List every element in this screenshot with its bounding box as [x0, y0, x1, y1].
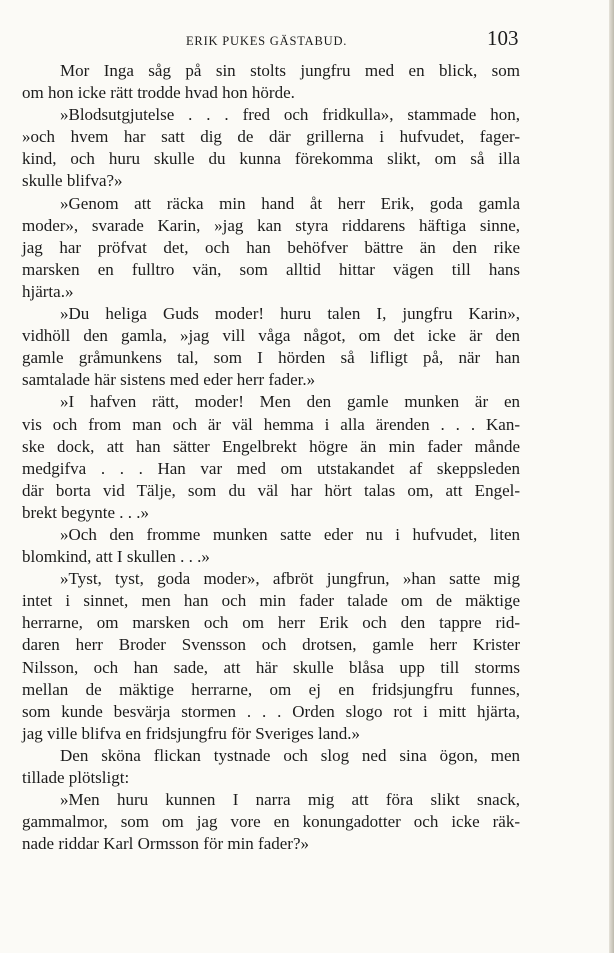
text-line: »och hvem har satt dig de där grillerna i hufvudet, fager-	[22, 127, 520, 147]
text-line: blomkind, att I skullen . . .»	[22, 547, 210, 567]
text-line: vidhöll den gamla, »jag vill våga något, om det icke är den	[22, 326, 520, 346]
text-line: »Tyst, tyst, goda moder», afbröt jungfrun, »han satte mig	[60, 569, 520, 589]
text-line: gamle gråmunkens tal, som I hörden så lifligt på, när han	[22, 348, 520, 368]
text-line: kind, och huru skulle du kunna förekomma slikt, om så illa	[22, 149, 520, 169]
text-line: herrarne, om marsken och om herr Erik och den tappre rid-	[22, 613, 520, 633]
text-line: jag har pröfvat det, och han behöfver bättre än den rike	[22, 237, 520, 257]
text-line: marsken en fulltro vän, som alltid hittar vägen till hans	[22, 259, 520, 279]
text-line: om hon icke rätt trodde hvad hon hörde.	[22, 83, 295, 103]
text-line: »Genom att räcka min hand åt herr Erik, goda gamla	[60, 193, 520, 213]
text-line: brekt begynte . . .»	[22, 502, 149, 522]
text-line: nade riddar Karl Ormsson för min fader?»	[22, 834, 310, 854]
text-line: moder», svarade Karin, »jag kan styra riddarens häftiga sinne,	[22, 215, 520, 235]
page-edge	[609, 0, 614, 953]
running-title: ERIK PUKES GÄSTABUD.	[186, 34, 348, 48]
text-line: »Du heliga Guds moder! huru talen I, jungfru Karin»,	[60, 304, 520, 324]
text-line: »Blodsutgjutelse . . . fred och fridkulla», stammade hon,	[60, 105, 520, 125]
text-line: jag ville blifva en fridsjungfru för Sveriges land.»	[22, 723, 361, 743]
text-line: vis och from man och är väl hemma i alla ärenden . . . Kan-	[22, 414, 520, 434]
text-line: tillade plötsligt:	[22, 768, 130, 787]
page-number: 103	[487, 26, 519, 50]
text-line: »Och den fromme munken satte eder nu i hufvudet, liten	[60, 524, 520, 544]
text-line: »Men huru kunnen I narra mig att föra slikt snack,	[60, 790, 520, 810]
text-line: Nilsson, och han sade, att här skulle blåsa upp till storms	[22, 657, 520, 677]
text-line: samtalade här sistens med eder herr fader.»	[22, 370, 316, 390]
text-line: Den sköna flickan tystnade och slog ned sina ögon, men	[60, 745, 520, 765]
text-line: Mor Inga såg på sin stolts jungfru med en blick, som	[60, 61, 520, 80]
text-line: intet i sinnet, men han och min fader talade om de mäktige	[22, 591, 520, 611]
text-line: som kunde besvärja stormen . . . Orden slogo rot i mitt hjärta,	[22, 701, 520, 721]
text-line: ske dock, att han sätter Engelbrekt högre än min fader månde	[22, 436, 520, 456]
text-line: skulle blifva?»	[22, 171, 123, 191]
text-line: där borta vid Tälje, som du väl har hört talas om, att Engel-	[22, 480, 520, 500]
text-line: mellan de mäktige herrarne, om ej en fridsjungfru funnes,	[22, 679, 520, 699]
text-line: hjärta.»	[22, 281, 74, 301]
page-header	[0, 26, 614, 56]
text-line: daren herr Broder Svensson och drotsen, gamle herr Krister	[22, 635, 520, 655]
text-line: »I hafven rätt, moder! Men den gamle munken är en	[60, 392, 520, 412]
text-line: gammalmor, som om jag vore en konungadotter och icke räk-	[22, 812, 520, 832]
body-text	[22, 60, 520, 855]
text-line: medgifva . . . Han var med om utstakandet af skeppsleden	[22, 458, 520, 478]
